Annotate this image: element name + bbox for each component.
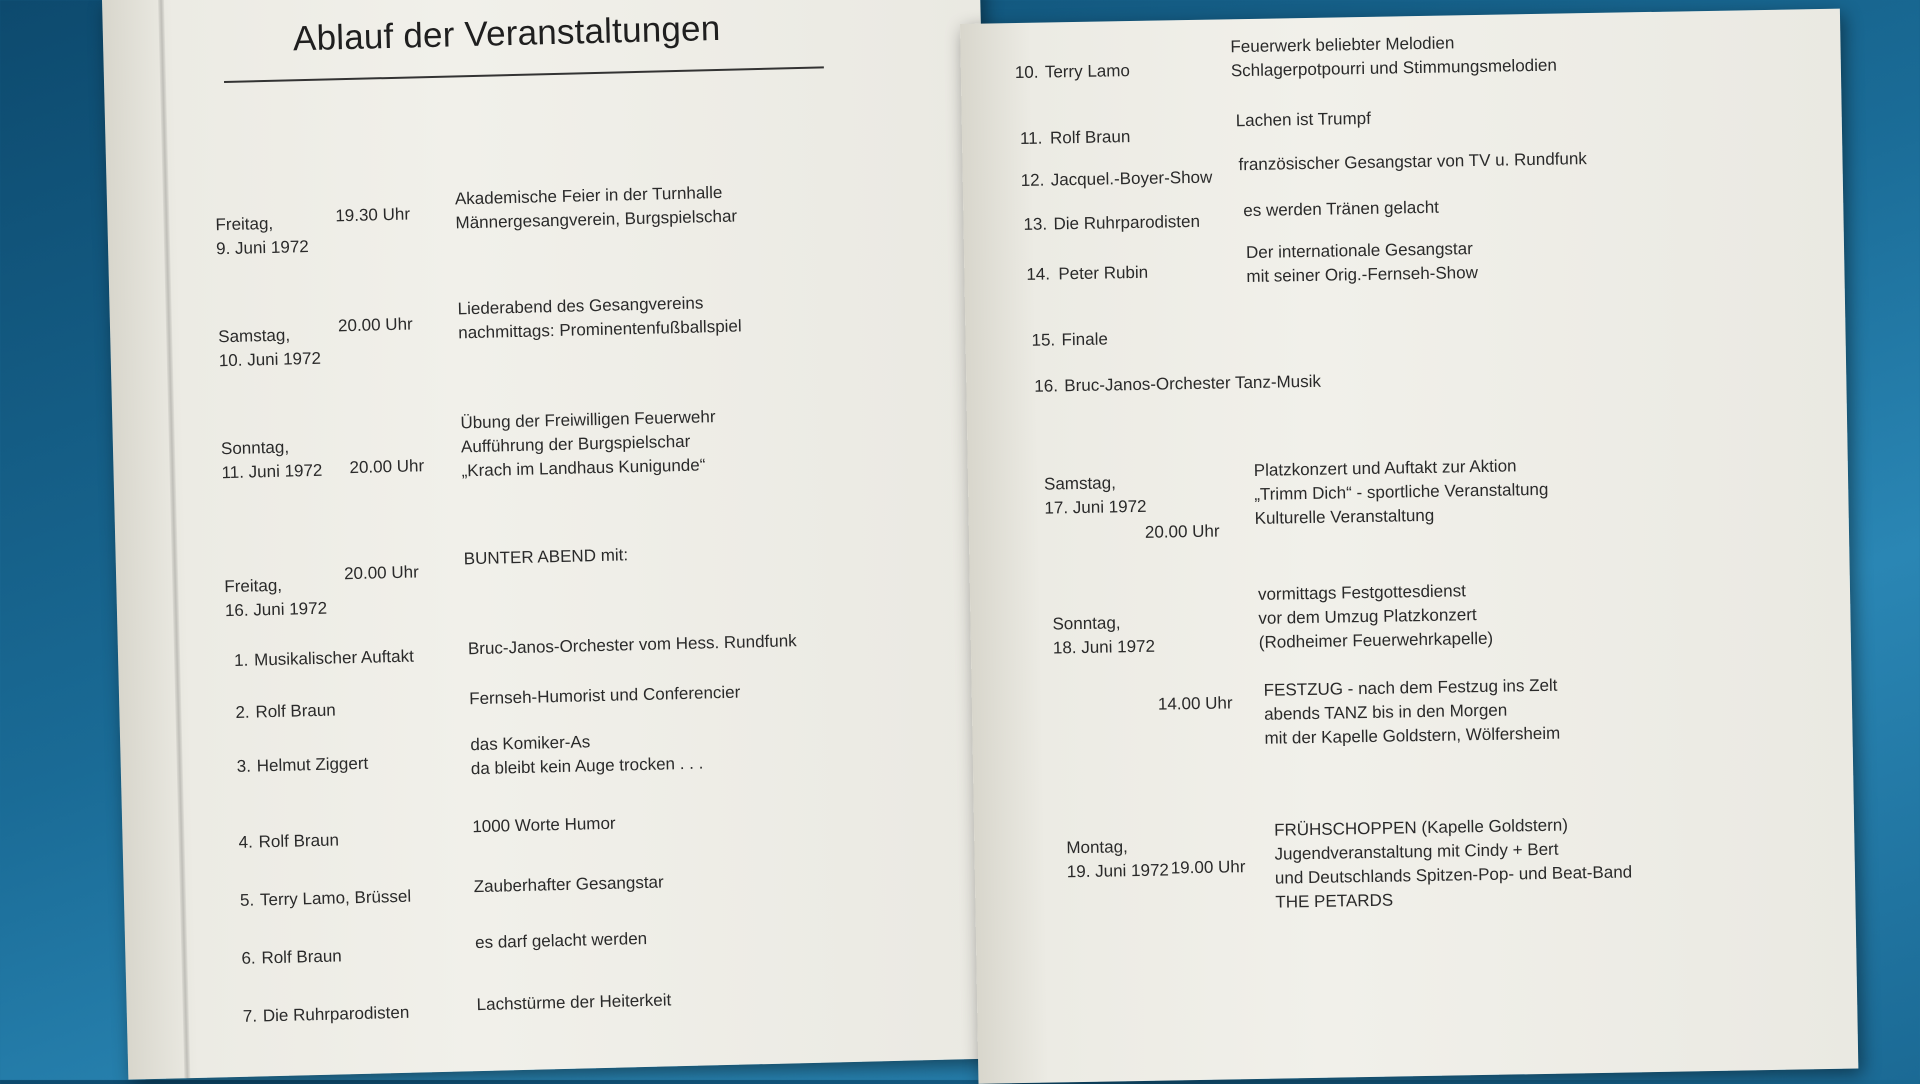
event-line: (Rodheimer Feuerwehrkapelle) (1258, 628, 1494, 652)
program-description (476, 988, 671, 1017)
event-time: 20.00 Uhr (343, 562, 419, 584)
program-number: 7. (242, 1006, 258, 1026)
event-line: Jugendveranstaltung mit Cindy + Bert (1274, 839, 1559, 864)
event-day: Montag, (1066, 837, 1128, 858)
program-description (1236, 107, 1372, 133)
event-time: 20.00 Uhr (337, 314, 413, 336)
program-description (469, 681, 741, 712)
program-number: 13. (1023, 214, 1048, 234)
event-line: Liederabend des Gesangvereins (457, 293, 704, 319)
program-performer: Bruc-Janos-Orchester Tanz-Musik (1064, 371, 1322, 396)
program-line: mit seiner Orig.-Fernseh-Show (1246, 263, 1479, 287)
program-line: Lachen ist Trumpf (1235, 108, 1371, 131)
event-line: Aufführung der Burgspielschar (460, 431, 691, 457)
program-line: Schlagerpotpourri und Stimmungsmelodien (1230, 55, 1557, 81)
event-line: mit der Kapelle Goldstern, Wölfersheim (1264, 723, 1561, 748)
program-performer: Finale (1061, 329, 1108, 350)
program-line: Fernseh-Humorist und Conferencier (468, 682, 741, 709)
event-day: Samstag, (1043, 473, 1117, 494)
event-line: „Krach im Landhaus Kunigunde“ (461, 455, 706, 481)
program-performer: Jacquel.-Boyer-Show (1050, 167, 1213, 190)
event-date: 19. Juni 1972 (1066, 860, 1170, 882)
event-line: THE PETARDS (1275, 890, 1394, 912)
program-performer: Rolf Braun (261, 946, 342, 968)
event-line: Männergesangverein, Burgspielschar (455, 206, 738, 233)
program-line: es darf gelacht werden (474, 928, 648, 953)
program-description (470, 728, 704, 782)
program-performer: Musikalischer Auftakt (253, 646, 415, 670)
event-date: 18. Juni 1972 (1052, 636, 1156, 658)
event-time: 19.00 Uhr (1170, 857, 1246, 878)
program-number: 11. (1019, 128, 1043, 148)
event-description (1274, 812, 1633, 914)
program-description (468, 629, 797, 661)
program-number: 10. (1014, 62, 1039, 83)
event-line: und Deutschlands Spitzen-Pop- und Beat-Band (1274, 862, 1633, 888)
program-line: Lachstürme der Heiterkeit (476, 990, 672, 1015)
program-performer: Rolf Braun (255, 700, 336, 722)
event-time: 19.30 Uhr (335, 204, 411, 226)
program-description (1238, 147, 1587, 177)
event-line: Akademische Feier in der Turnhalle (454, 182, 723, 209)
program-line: Feuerwerk beliebter Melodien (1230, 33, 1455, 57)
event-date: 11. Juni 1972 (221, 460, 323, 483)
program-number: 14. (1026, 264, 1051, 284)
program-performer: Helmut Ziggert (256, 753, 369, 776)
program-performer: Peter Rubin (1058, 262, 1149, 284)
event-day: Sonntag, (1052, 613, 1121, 634)
program-performer: Die Ruhrparodisten (1053, 211, 1201, 234)
event-description (463, 543, 628, 571)
event-day: Freitag, (215, 213, 274, 235)
event-day: Sonntag, (220, 437, 290, 459)
event-description (1258, 579, 1494, 655)
program-number: 12. (1020, 170, 1045, 190)
program-number: 3. (236, 756, 252, 776)
event-day: Freitag, (224, 575, 283, 597)
event-time: 20.00 Uhr (349, 456, 425, 478)
program-performer: Rolf Braun (1049, 127, 1131, 148)
event-line: Kulturelle Veranstaltung (1254, 505, 1435, 528)
program-description (472, 812, 616, 839)
program-line: Der internationale Gesangstar (1245, 239, 1473, 263)
event-line: FESTZUG - nach dem Festzug ins Zelt (1263, 675, 1558, 700)
program-line: 1000 Worte Humor (472, 813, 616, 837)
left-page (102, 0, 1006, 1080)
event-date: 10. Juni 1972 (218, 348, 322, 371)
program-performer: Rolf Braun (258, 830, 340, 852)
event-line: Platzkonzert und Auftakt zur Aktion (1253, 456, 1517, 480)
program-line: da bleibt kein Auge trocken . . . (470, 753, 704, 779)
program-performer: Die Ruhrparodisten (262, 1002, 410, 1026)
page-title: Ablauf der Veranstaltungen (292, 8, 721, 59)
event-line: abends TANZ bis in den Morgen (1263, 700, 1508, 724)
event-description (1254, 454, 1549, 531)
program-number: 6. (241, 948, 256, 968)
event-line: „Trimm Dich“ - sportliche Veranstaltung (1254, 479, 1549, 504)
event-description (1263, 674, 1560, 751)
event-description (455, 181, 738, 236)
page-fold (158, 0, 190, 1078)
event-line: vor dem Umzug Platzkonzert (1258, 605, 1477, 628)
event-date: 16. Juni 1972 (224, 598, 328, 621)
event-date: 17. Juni 1972 (1044, 496, 1147, 518)
program-number: 2. (235, 702, 250, 722)
event-date: 9. Juni 1972 (215, 237, 309, 259)
program-description (1230, 30, 1557, 84)
event-line: BUNTER ABEND mit: (463, 545, 629, 569)
program-performer: Terry Lamo (1044, 61, 1131, 82)
program-number: 5. (239, 890, 255, 910)
program-line: das Komiker-As (470, 732, 591, 755)
event-line: nachmittags: Prominentenfußballspiel (458, 316, 742, 343)
program-performer: Terry Lamo, Brüssel (259, 886, 412, 910)
program-description (1243, 196, 1439, 223)
program-description (473, 871, 663, 900)
program-line: französischer Gesangstar von TV u. Rundfunk (1238, 149, 1587, 175)
program-number: 16. (1034, 376, 1059, 396)
program-number: 15. (1031, 330, 1056, 350)
event-day: Samstag, (218, 325, 291, 347)
title-underline (224, 66, 824, 83)
event-line: FRÜHSCHOPPEN (Kapelle Goldstern) (1273, 815, 1569, 840)
program-description (1246, 237, 1478, 289)
event-time: 14.00 Uhr (1157, 693, 1233, 714)
event-line: Übung der Freiwilligen Feuerwehr (460, 407, 716, 433)
program-description (475, 927, 648, 955)
event-time: 20.00 Uhr (1144, 521, 1220, 542)
right-page (960, 9, 1858, 1084)
event-description (460, 405, 717, 483)
program-line: Bruc-Janos-Orchester vom Hess. Rundfunk (467, 631, 797, 659)
event-line: vormittags Festgottesdienst (1257, 581, 1467, 604)
program-number: 1. (233, 650, 249, 670)
program-line: es werden Tränen gelacht (1243, 197, 1440, 221)
program-line: Zauberhafter Gesangstar (473, 872, 664, 897)
event-description (457, 290, 742, 345)
program-number: 4. (238, 832, 254, 852)
